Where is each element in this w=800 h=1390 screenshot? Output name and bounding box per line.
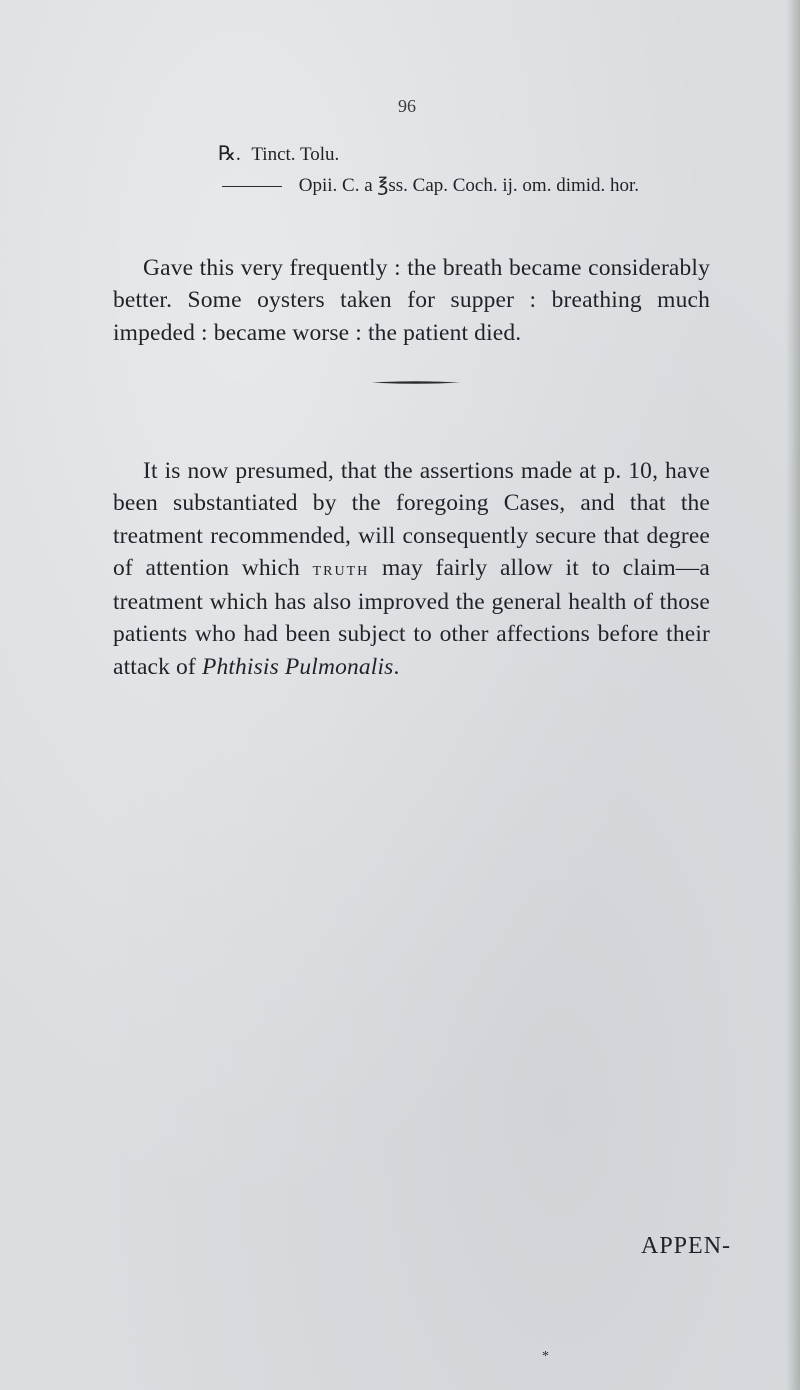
paragraph-case-outcome: Gave this very frequently : the breath became considerably better. Some oysters taken for supper : breathing much impeded : became worse : the patient died. (113, 254, 710, 346)
conclusion-text-part-1: It is now presumed, that the assertions made at p. 10, have been substantiated by the foregoing Cases, and that the treatment recommended, will consequently secure that degree of attention which (113, 457, 710, 581)
prescription-line-2-text: Opii. C. a ℥ss. Cap. Coch. ij. om. dimid. hor. (298, 175, 640, 196)
recipe-symbol: ℞. (218, 143, 241, 165)
signature-mark: * (542, 1349, 549, 1364)
ditto-dash (222, 186, 282, 187)
section-divider-rule (372, 380, 460, 385)
truth-word: truth (312, 558, 370, 580)
conclusion-end: . (393, 653, 400, 680)
prescription-line-2 (222, 174, 639, 197)
catchword: APPEN- (641, 1233, 732, 1259)
page-number: 96 (398, 96, 416, 116)
disease-name: Phthisis Pulmonalis (201, 653, 394, 680)
page-edge-shadow (786, 0, 800, 1390)
prescription-line-1-text: Tinct. Tolu. (251, 144, 340, 165)
conclusion-text-part-2: may fairly allow it to claim—a treatment which has also improved the general health of those patients who had been subject to other affections before their attack of (113, 555, 710, 680)
paragraph-conclusion (113, 455, 710, 684)
prescription-line-1 (218, 141, 339, 166)
